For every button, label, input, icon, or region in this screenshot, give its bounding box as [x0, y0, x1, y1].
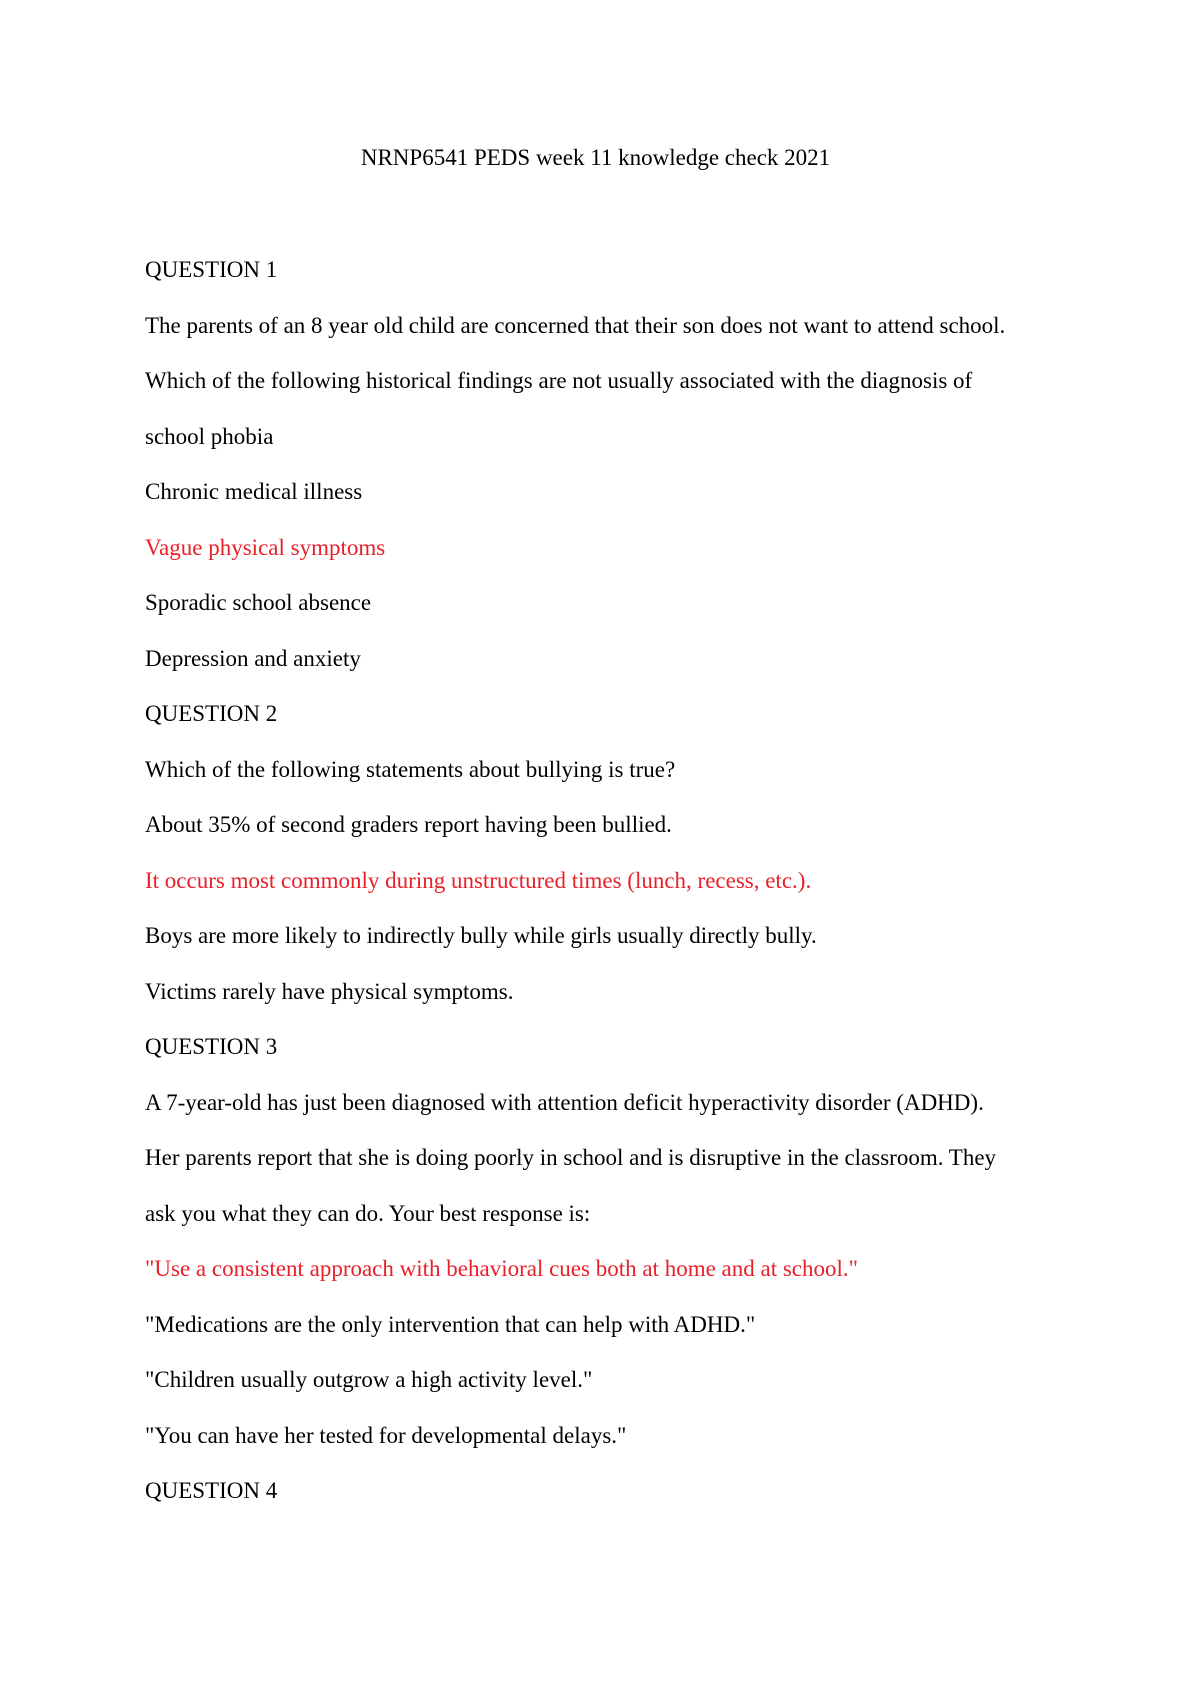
text-line: A 7-year-old has just been diagnosed with attention deficit hyperactivity disorder (ADHD). — [145, 1089, 984, 1115]
text-line: Boys are more likely to indirectly bully while girls usually directly bully. — [145, 923, 817, 948]
question-heading: QUESTION 4 — [145, 1478, 278, 1503]
question-heading: QUESTION 1 — [145, 257, 278, 282]
text-line: The parents of an 8 year old child are concerned that their son does not want to attend school. — [145, 312, 1006, 338]
document-title: NRNP6541 PEDS week 11 knowledge check 2021 — [360, 145, 831, 170]
correct-answer-line: "Use a consistent approach with behavioral cues both at home and at school." — [145, 1256, 859, 1281]
text-line: Chronic medical illness — [145, 479, 363, 504]
text-line: About 35% of second graders report having been bullied. — [145, 812, 672, 837]
text-line: Her parents report that she is doing poorly in school and is disruptive in the classroom. They — [145, 1145, 997, 1170]
text-line: ask you what they can do. Your best response is: — [145, 1200, 591, 1226]
text-line: "Medications are the only intervention that can help with ADHD." — [145, 1311, 756, 1337]
text-line: school phobia — [145, 423, 274, 449]
question-heading: QUESTION 3 — [145, 1034, 278, 1059]
correct-answer-line: Vague physical symptoms — [145, 534, 386, 560]
text-line: "You can have her tested for developmental delays." — [145, 1422, 627, 1448]
text-line: Depression and anxiety — [145, 645, 361, 671]
text-line: Which of the following statements about bullying is true? — [145, 756, 676, 782]
question-heading: QUESTION 2 — [145, 701, 278, 726]
correct-answer-line: It occurs most commonly during unstructured times (lunch, recess, etc.). — [145, 867, 812, 893]
document-body — [145, 255, 1055, 1532]
text-line: "Children usually outgrow a high activity level." — [145, 1367, 593, 1392]
text-line: Victims rarely have physical symptoms. — [145, 978, 514, 1004]
text-line: Which of the following historical findings are not usually associated with the diagnosis of — [145, 368, 973, 393]
text-line: Sporadic school absence — [145, 590, 372, 615]
